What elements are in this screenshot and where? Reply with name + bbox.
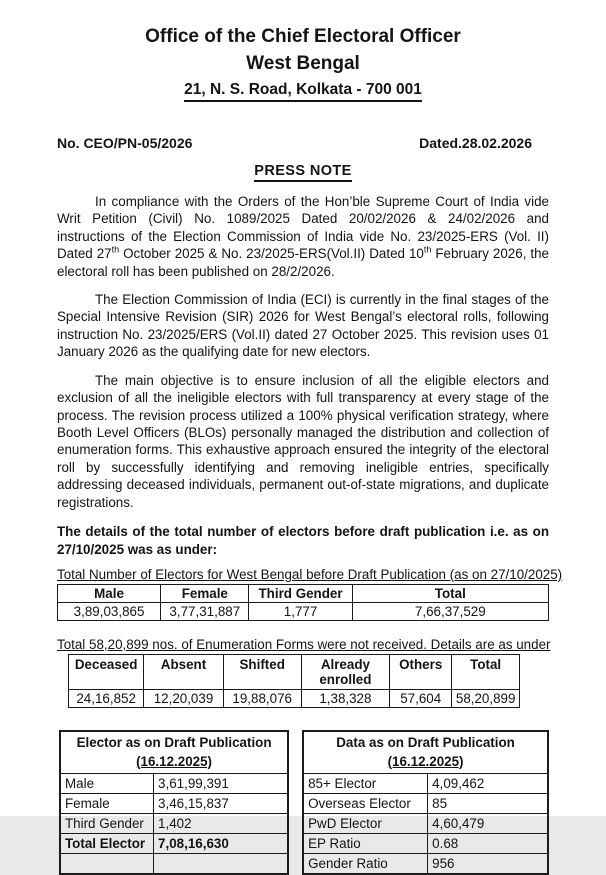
table-header-cell: Others — [390, 654, 452, 689]
table-title-cell — [60, 731, 288, 774]
row-value: 3,61,99,391 — [154, 774, 289, 794]
row-label: 85+ Elector — [303, 774, 428, 794]
table-title-row — [60, 731, 288, 774]
table-row — [303, 774, 548, 794]
table-title-cell — [303, 731, 548, 774]
row-label: Female — [60, 794, 154, 814]
table-data-row — [69, 689, 520, 707]
row-value: 4,09,462 — [428, 774, 548, 794]
table-row — [60, 774, 288, 794]
table-header-cell: Total — [352, 584, 548, 602]
table-data-cell: 57,604 — [390, 689, 452, 707]
row-value: 1,402 — [154, 814, 289, 834]
data-draft-table — [302, 730, 549, 875]
table-header-cell: Already enrolled — [301, 654, 389, 689]
row-label: Male — [60, 774, 154, 794]
row-value — [154, 854, 289, 875]
row-value: 3,46,15,837 — [154, 794, 289, 814]
row-value: 956 — [428, 854, 548, 875]
table-data-cell: 3,89,03,865 — [58, 602, 161, 620]
table-title-date: (16.12.2025) — [387, 753, 464, 769]
electors-before-draft-table — [57, 584, 549, 621]
table-data-cell: 19,88,076 — [223, 689, 301, 707]
reference-date: Dated.28.02.2026 — [419, 134, 532, 151]
paragraph-sir-status: The Election Commission of India (ECI) is currently in the final stages of the Special Intensive Revision (SIR) 2026 for West Bengal’s electoral rolls, following instruction No. 23/2025/ERS (Vol.II) dated 27 October 2025. This revision uses 01 January 2026 as the qualifying date for new electors. — [57, 292, 549, 360]
table-data-cell: 24,16,852 — [69, 689, 144, 707]
reference-number: No. CEO/PN-05/2026 — [57, 134, 193, 151]
row-label: PwD Elector — [303, 814, 428, 834]
table-data-cell: 58,20,899 — [452, 689, 520, 707]
table-title-row — [303, 731, 548, 774]
table-row — [60, 814, 288, 834]
row-value: 85 — [428, 794, 548, 814]
row-value: 7,08,16,630 — [154, 834, 289, 854]
state-name: West Bengal — [246, 52, 360, 74]
table-header-row — [69, 654, 520, 689]
table-row — [303, 834, 548, 854]
press-note-title-wrap — [57, 162, 549, 182]
table-row — [60, 794, 288, 814]
table-title-line1: Data as on Draft Publication — [336, 734, 515, 750]
table-header-cell: Female — [161, 584, 249, 602]
table-header-row — [58, 584, 549, 602]
press-note-title: PRESS NOTE — [254, 163, 351, 182]
table-row — [303, 854, 548, 875]
paragraph-compliance-text-1: In compliance with the Orders of the Hon’ble Supreme Court of India vide Writ Petition (Civil) No. 1089/2025 Dated 20/02/2026 & 24/02/2026 and instructions of the Election Commission of India vide No. 23/2025-ERS (Vol. II) Dated 27 — [57, 193, 549, 262]
electors-summary-heading: The details of the total number of electors before draft publication i.e. as on 27/10/2025 was as under: — [57, 524, 549, 557]
table-data-cell: 1,38,328 — [301, 689, 389, 707]
reference-row — [57, 135, 549, 151]
row-label: Total Elector — [60, 834, 154, 854]
table-header-cell: Male — [58, 584, 161, 602]
row-label: EP Ratio — [303, 834, 428, 854]
table-row-empty — [60, 854, 288, 875]
paragraph-compliance — [57, 193, 549, 280]
table-data-cell: 3,77,31,887 — [161, 602, 249, 620]
table-data-cell: 7,66,37,529 — [352, 602, 548, 620]
draft-publication-tables — [59, 728, 549, 875]
row-label — [60, 854, 154, 875]
table-row — [303, 794, 548, 814]
table-row-total — [60, 834, 288, 854]
row-label: Overseas Elector — [303, 794, 428, 814]
elector-draft-table — [59, 730, 289, 875]
table-row — [303, 814, 548, 834]
ordinal-superscript: th — [423, 244, 432, 255]
table-data-cell: 12,20,039 — [144, 689, 223, 707]
electors-before-draft-caption: Total Number of Electors for West Bengal before Draft Publication (as on 27/10/2025) — [57, 566, 563, 582]
office-address: 21, N. S. Road, Kolkata - 700 001 — [184, 81, 422, 102]
paragraph-objective: The main objective is to ensure inclusion of all the eligible electors and exclusion of all the ineligible electors with full transparency at every stage of the process. The revision process utilized a 100% physical verification strategy, where Booth Level Officers (BLOs) personally managed the distribution and collection of enumeration forms. This exhaustive approach ensured the integrity of the electoral roll by successfully identifying and removing ineligible entries, specifically addressing deceased individuals, permanent out-of-state migrations, and duplicate registrations. — [57, 372, 549, 510]
enumeration-forms-caption: Total 58,20,899 nos. of Enumeration Forms were not received. Details are as under — [57, 636, 551, 652]
ordinal-superscript: th — [111, 244, 120, 255]
table-header-cell: Third Gender — [249, 584, 352, 602]
table-data-cell: 1,777 — [249, 602, 352, 620]
enumeration-forms-table — [68, 654, 520, 708]
paragraph-compliance-text-3: February 2026, the electoral roll has been published on 28/2/2026. — [57, 246, 550, 279]
letterhead — [57, 24, 549, 102]
row-value: 4,60,479 — [428, 814, 548, 834]
row-label: Gender Ratio — [303, 854, 428, 875]
row-label: Third Gender — [60, 814, 154, 834]
table-title-line1: Elector as on Draft Publication — [76, 734, 272, 750]
table-title-date: (16.12.2025) — [136, 753, 213, 769]
table-header-cell: Absent — [144, 654, 223, 689]
office-name: Office of the Chief Electoral Officer — [145, 26, 461, 47]
paragraph-compliance-text-2: October 2025 & No. 23/2025-ERS(Vol.II) Dated 10 — [119, 246, 424, 262]
table-data-row — [58, 602, 549, 620]
table-header-cell: Shifted — [223, 654, 301, 689]
row-value: 0.68 — [428, 834, 548, 854]
table-header-cell: Total — [452, 654, 520, 689]
table-header-cell: Deceased — [69, 654, 144, 689]
